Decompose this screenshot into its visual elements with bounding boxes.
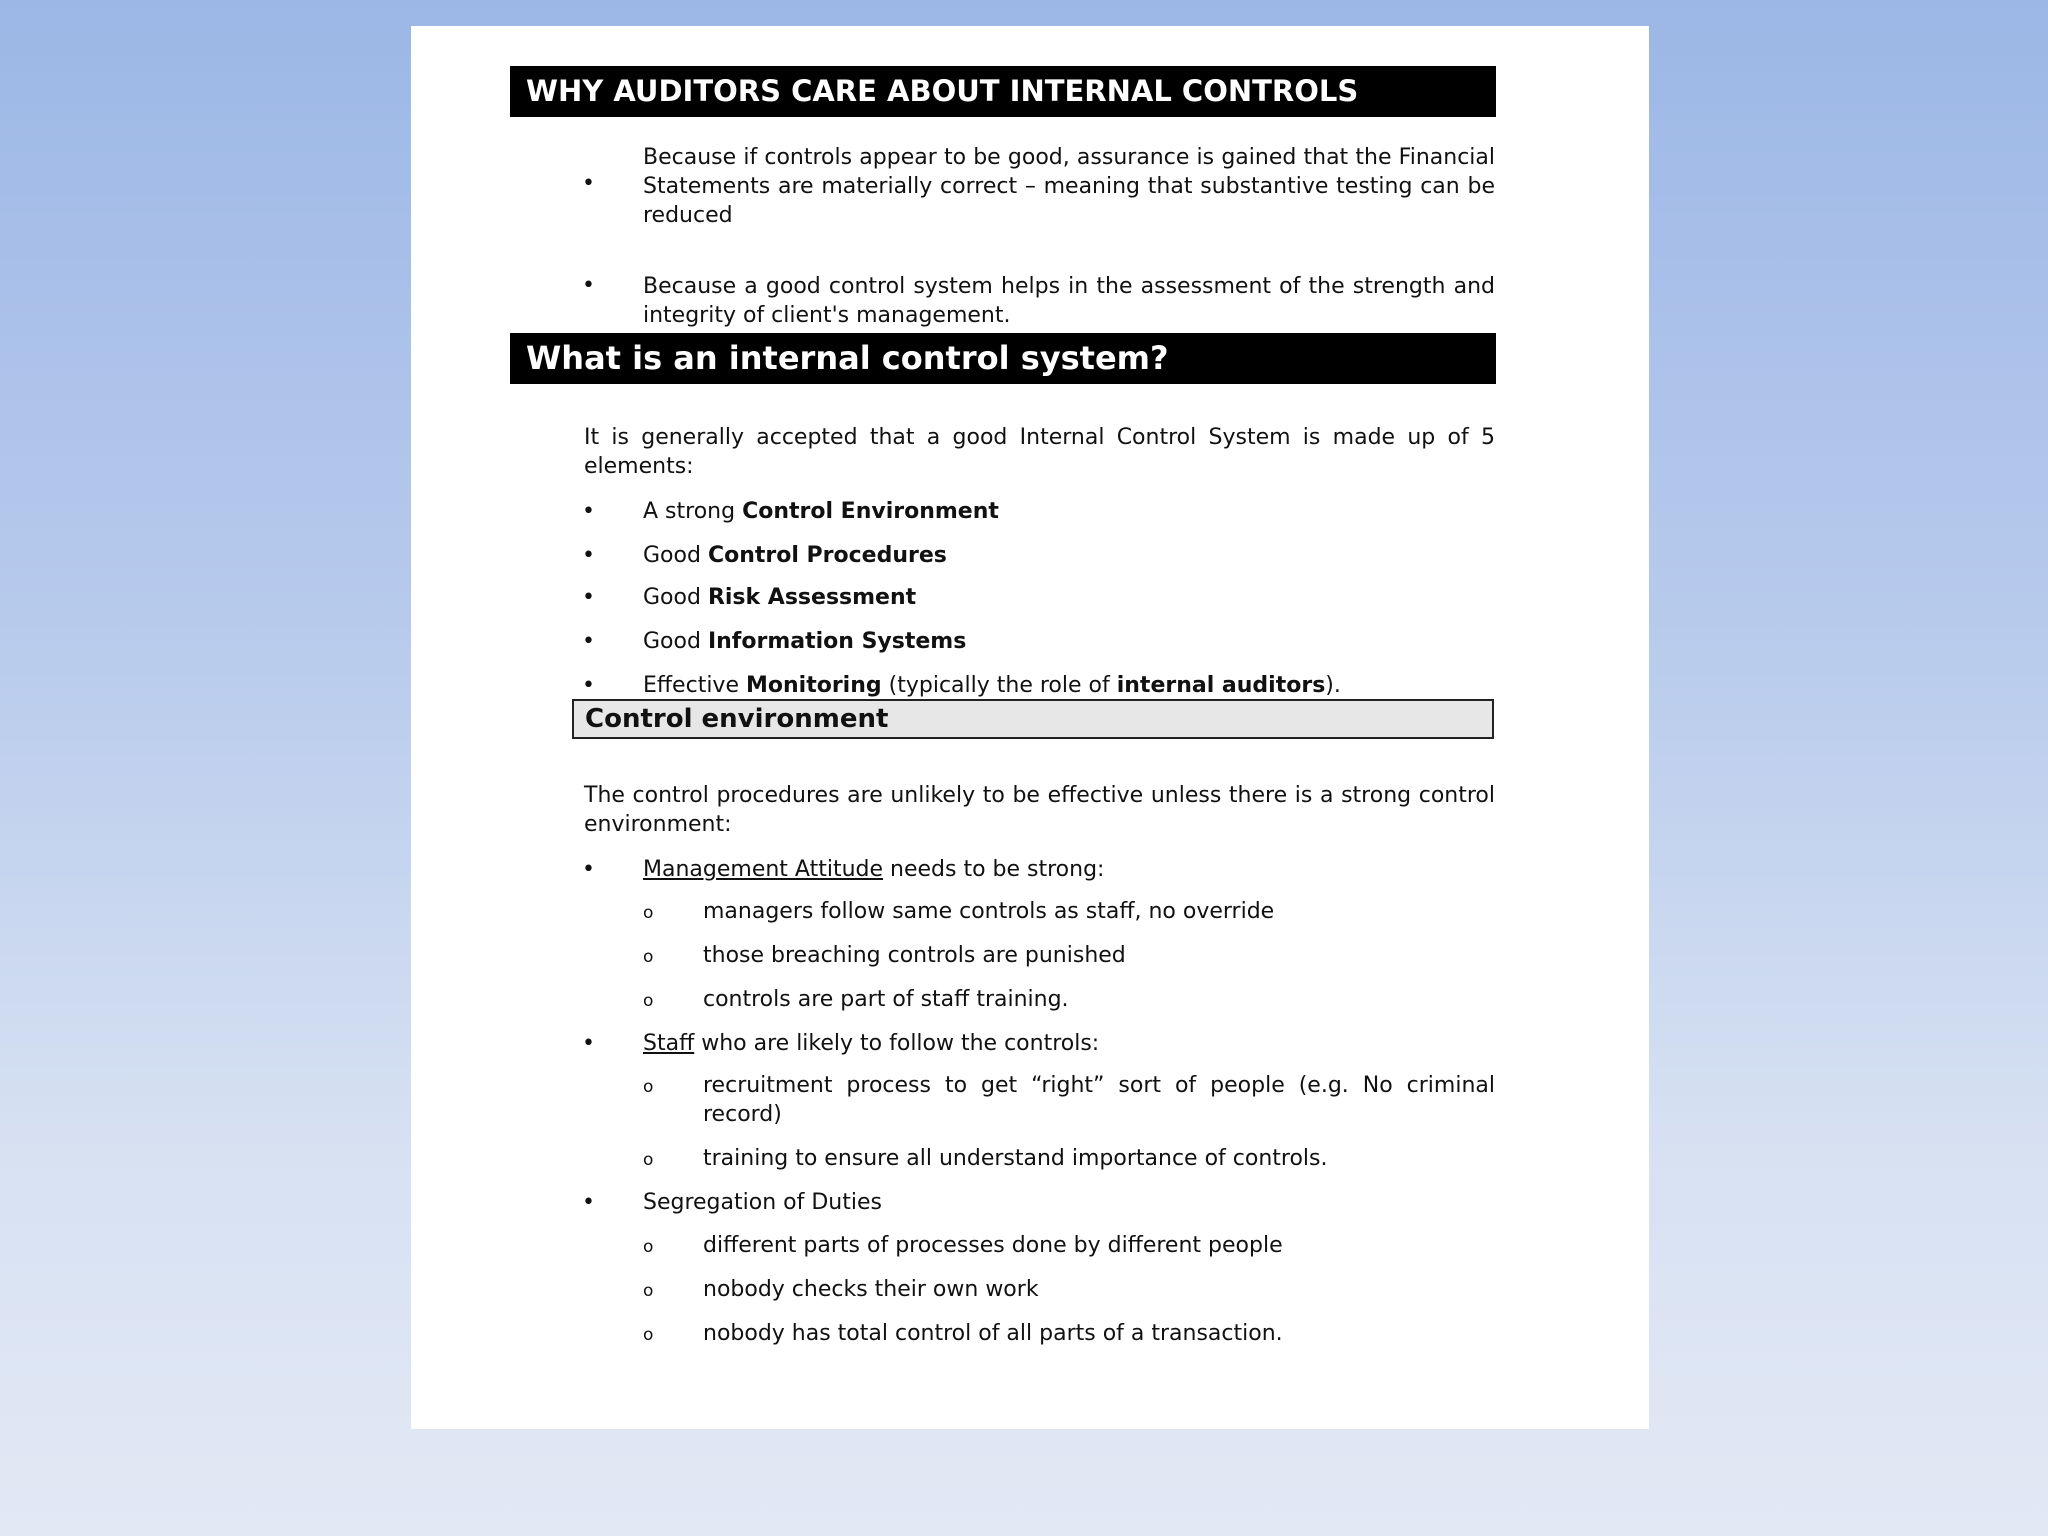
segregation-of-duties: Segregation of Duties — [643, 1190, 882, 1215]
staff-item-2: training to ensure all understand importance of controls. — [703, 1146, 1328, 1171]
sub-bullet-icon: o — [643, 1281, 654, 1301]
segregation-item-2: nobody checks their own work — [703, 1277, 1039, 1302]
heading-why-auditors-care: WHY AUDITORS CARE ABOUT INTERNAL CONTROLS — [510, 66, 1496, 117]
reason-1: Because if controls appear to be good, assurance is gained that the Financial Statements are materially correct – meaning that substantive testing can be reduced — [643, 145, 1495, 228]
staff: Staff who are likely to follow the controls: — [643, 1031, 1100, 1056]
sub-bullet-icon: o — [643, 1077, 654, 1097]
bullet-icon: • — [582, 673, 595, 698]
bullet-icon: • — [582, 1031, 595, 1056]
segregation-item-3: nobody has total control of all parts of a transaction. — [703, 1321, 1283, 1346]
element-risk-assessment: Good Risk Assessment — [643, 585, 917, 610]
bullet-icon: • — [582, 273, 595, 298]
document-page — [411, 26, 1649, 1429]
bullet-icon: • — [582, 585, 595, 610]
management-item-1: managers follow same controls as staff, no override — [703, 899, 1275, 924]
management-item-3: controls are part of staff training. — [703, 987, 1069, 1012]
staff-item-1: recruitment process to get “right” sort of people (e.g. No criminal record) — [703, 1073, 1495, 1127]
control-environment-intro: The control procedures are unlikely to be effective unless there is a strong control environment: — [584, 783, 1495, 837]
sub-bullet-icon: o — [643, 903, 654, 923]
sub-bullet-icon: o — [643, 1150, 654, 1170]
sub-bullet-icon: o — [643, 947, 654, 967]
segregation-item-1: different parts of processes done by different people — [703, 1233, 1283, 1258]
sub-bullet-icon: o — [643, 1237, 654, 1257]
bullet-icon: • — [582, 499, 595, 524]
management-item-2: those breaching controls are punished — [703, 943, 1126, 968]
reason-2: Because a good control system helps in the assessment of the strength and integrity of client's management. — [643, 274, 1495, 328]
bullet-icon: • — [582, 543, 595, 568]
ics-intro: It is generally accepted that a good Internal Control System is made up of 5 elements: — [584, 425, 1495, 479]
heading-what-is-ics: What is an internal control system? — [510, 333, 1496, 384]
element-monitoring: Effective Monitoring (typically the role of internal auditors). — [643, 673, 1341, 698]
sub-bullet-icon: o — [643, 991, 654, 1011]
bullet-icon: • — [582, 171, 595, 196]
element-control-procedures: Good Control Procedures — [643, 543, 947, 568]
bullet-icon: • — [582, 857, 595, 882]
heading-control-environment: Control environment — [572, 699, 1494, 739]
element-information-systems: Good Information Systems — [643, 629, 967, 654]
element-control-environment: A strong Control Environment — [643, 499, 999, 524]
sub-bullet-icon: o — [643, 1325, 654, 1345]
bullet-icon: • — [582, 629, 595, 654]
bullet-icon: • — [582, 1190, 595, 1215]
management-attitude: Management Attitude needs to be strong: — [643, 857, 1105, 882]
